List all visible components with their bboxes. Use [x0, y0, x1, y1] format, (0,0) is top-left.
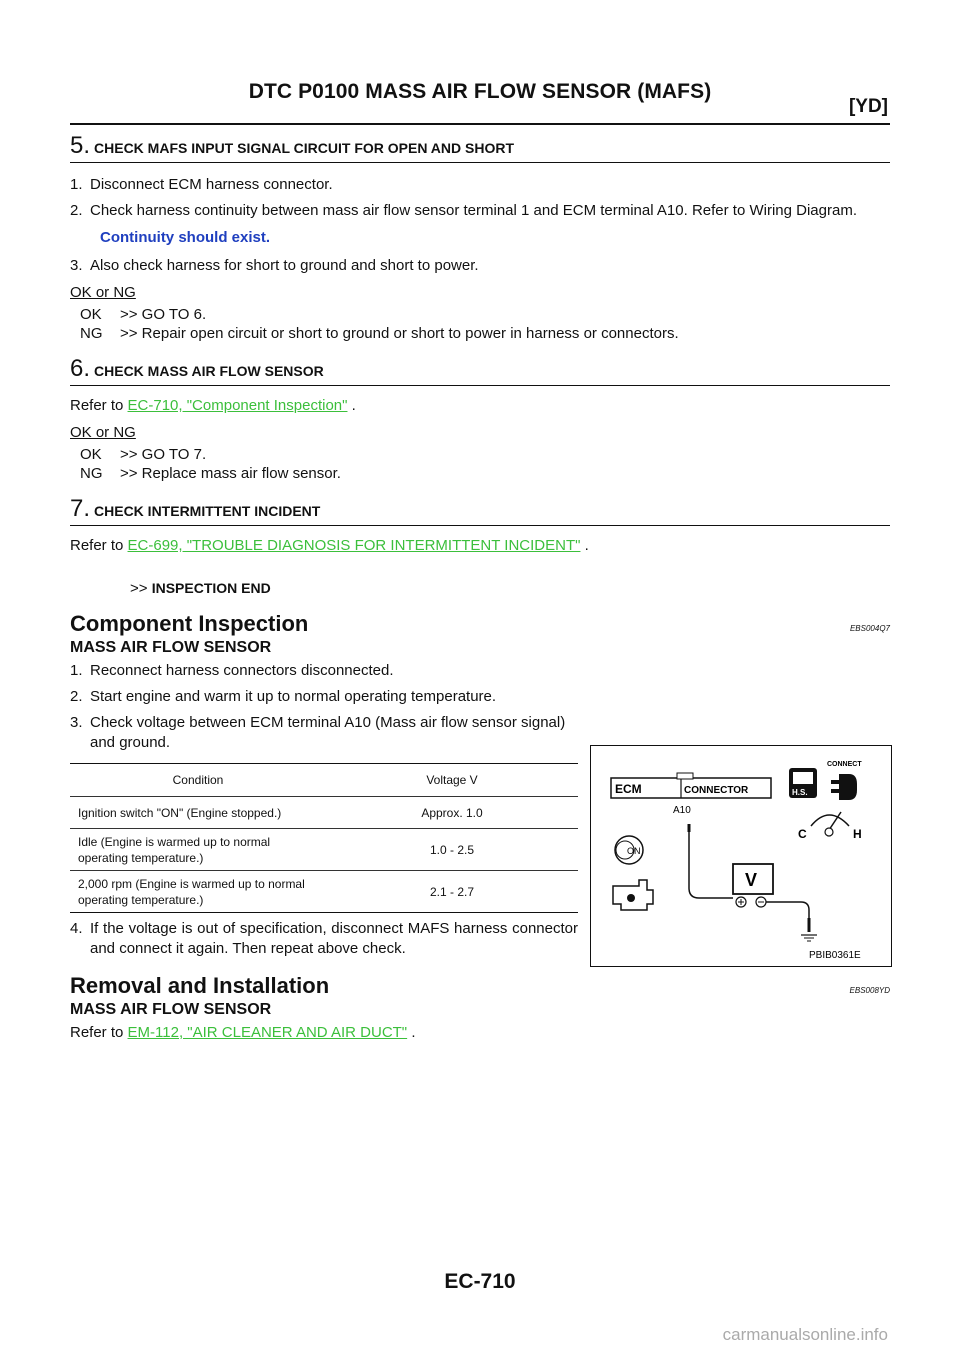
step-7-refer — [70, 536, 890, 556]
removal-refer — [70, 1023, 890, 1043]
result-text: >> GO TO 7. — [120, 446, 207, 463]
table-header-row — [70, 764, 578, 797]
wiring-diagram — [591, 746, 891, 966]
voltmeter-label: V — [745, 870, 758, 890]
item-text: Reconnect harness connectors disconnected. — [90, 662, 394, 679]
step-5-item-1 — [70, 175, 890, 195]
ignition-on-label: ON — [627, 846, 641, 856]
step-5-number: 5. — [70, 132, 91, 159]
result-text: >> GO TO 6. — [120, 306, 207, 323]
ecm-label: ECM — [615, 782, 642, 796]
step-6-ng-result — [80, 464, 890, 483]
probe-wire-bend — [689, 888, 733, 898]
step-5-ok-or-ng: OK or NG — [70, 284, 136, 301]
result-key: NG — [80, 465, 103, 482]
end-prefix: >> — [130, 580, 148, 597]
step-5-heading — [70, 134, 890, 163]
table-header: Condition — [70, 764, 326, 797]
item-text: Check harness continuity between mass air flow sensor terminal 1 and ECM terminal A10. Refer to Wiring Diagram. — [90, 202, 857, 219]
item-number: 2. — [70, 202, 83, 219]
component-item-1 — [70, 661, 578, 681]
connect-label: CONNECT — [827, 761, 862, 768]
item-text: Start engine and warm it up to normal operating temperature. — [90, 688, 497, 705]
refer-suffix: . — [584, 537, 589, 554]
result-text: >> Replace mass air flow sensor. — [120, 465, 341, 482]
section-code: EBS008YD — [849, 986, 890, 995]
terminal-label: A10 — [673, 805, 691, 816]
continuity-callout: Continuity should exist. — [100, 229, 271, 246]
table-cell: Idle (Engine is warmed up to normal operating temperature.) — [70, 829, 326, 871]
step-6-refer — [70, 396, 890, 416]
air-cleaner-link[interactable]: EM-112, "AIR CLEANER AND AIR DUCT" — [127, 1024, 408, 1041]
step-5-item-3 — [70, 256, 890, 276]
removal-heading — [70, 973, 890, 999]
result-text: >> Repair open circuit or short to ground or short to power in harness or connectors. — [120, 325, 679, 342]
section-title: Removal and Installation — [70, 973, 330, 998]
inspection-end — [130, 580, 890, 597]
item-text: Check voltage between ECM terminal A10 (Mass air flow sensor signal) and ground. — [90, 714, 566, 751]
item-number: 2. — [70, 688, 83, 705]
page-number: EC-710 — [444, 1270, 516, 1293]
table-cell: 2.1 - 2.7 — [326, 871, 578, 913]
item-text: Disconnect ECM harness connector. — [90, 176, 333, 193]
component-item-3 — [70, 713, 578, 753]
refer-suffix: . — [351, 397, 356, 414]
table-cell: Ignition switch "ON" (Engine stopped.) — [70, 797, 326, 829]
step-7-number: 7. — [70, 495, 91, 522]
item-text: Also check harness for short to ground and short to power. — [90, 257, 479, 274]
step-6-title: CHECK MASS AIR FLOW SENSOR — [94, 363, 324, 379]
voltage-table — [70, 763, 578, 913]
table-cell: Approx. 1.0 — [326, 797, 578, 829]
engine-tag: [YD] — [848, 96, 888, 117]
step-5-title: CHECK MAFS INPUT SIGNAL CIRCUIT FOR OPEN AND SHORT — [94, 140, 515, 156]
wiring-figure — [590, 745, 892, 967]
component-inspection-link[interactable]: EC-710, "Component Inspection" — [127, 397, 348, 414]
table-cell: 1.0 - 2.5 — [326, 829, 578, 871]
item-number: 4. — [70, 920, 83, 937]
component-item-2 — [70, 687, 578, 707]
step-7-title: CHECK INTERMITTENT INCIDENT — [94, 503, 321, 519]
step-5-ok-result — [80, 305, 890, 324]
table-header: Voltage V — [326, 764, 578, 797]
connect-icon — [839, 774, 857, 800]
step-6-ok-result — [80, 445, 890, 464]
header-divider — [70, 123, 890, 125]
removal-subtitle: MASS AIR FLOW SENSOR — [70, 1001, 272, 1018]
refer-prefix: Refer to — [70, 537, 124, 554]
item-number: 3. — [70, 714, 83, 731]
item-number: 3. — [70, 257, 83, 274]
table-row — [70, 797, 578, 829]
item-text: If the voltage is out of specification, disconnect MAFS harness connector and connect it again. Then repeat above check. — [90, 920, 578, 957]
step-6-number: 6. — [70, 355, 91, 382]
figure-code: PBIB0361E — [809, 950, 861, 961]
temperature-gauge-icon — [811, 815, 849, 826]
connector-tab — [677, 773, 693, 779]
item-number: 1. — [70, 662, 83, 679]
step-5-item-2 — [70, 201, 890, 221]
item-number: 1. — [70, 176, 83, 193]
hs-label: H.S. — [792, 788, 808, 797]
hot-label: H — [853, 827, 862, 841]
result-key: OK — [80, 306, 102, 323]
section-code: EBS004Q7 — [849, 624, 890, 633]
step-5-ng-result — [80, 324, 890, 343]
section-title: Component Inspection — [70, 611, 309, 636]
result-key: OK — [80, 446, 102, 463]
end-label: INSPECTION END — [151, 580, 271, 596]
cold-label: C — [798, 827, 807, 841]
table-row — [70, 829, 578, 871]
table-row — [70, 871, 578, 913]
step-7-heading — [70, 497, 890, 526]
component-inspection-heading — [70, 611, 890, 637]
component-item-4 — [70, 919, 578, 959]
ground-wire — [766, 902, 809, 928]
table-cell: 2,000 rpm (Engine is warmed up to normal operating temperature.) — [70, 871, 326, 913]
result-key: NG — [80, 325, 103, 342]
step-6-ok-or-ng: OK or NG — [70, 424, 136, 441]
refer-suffix: . — [411, 1024, 416, 1041]
component-steps — [70, 661, 578, 959]
connector-label: CONNECTOR — [684, 785, 749, 796]
watermark: carmanualsonline.info — [722, 1325, 888, 1344]
component-subtitle: MASS AIR FLOW SENSOR — [70, 639, 272, 656]
step-6-heading — [70, 357, 890, 386]
refer-prefix: Refer to — [70, 1024, 124, 1041]
page-title: DTC P0100 MASS AIR FLOW SENSOR (MAFS) — [248, 80, 712, 103]
refer-prefix: Refer to — [70, 397, 124, 414]
component-inspection-body — [70, 661, 890, 959]
page-content — [70, 128, 890, 1043]
intermittent-incident-link[interactable]: EC-699, "TROUBLE DIAGNOSIS FOR INTERMITTENT INCIDENT" — [127, 537, 581, 554]
